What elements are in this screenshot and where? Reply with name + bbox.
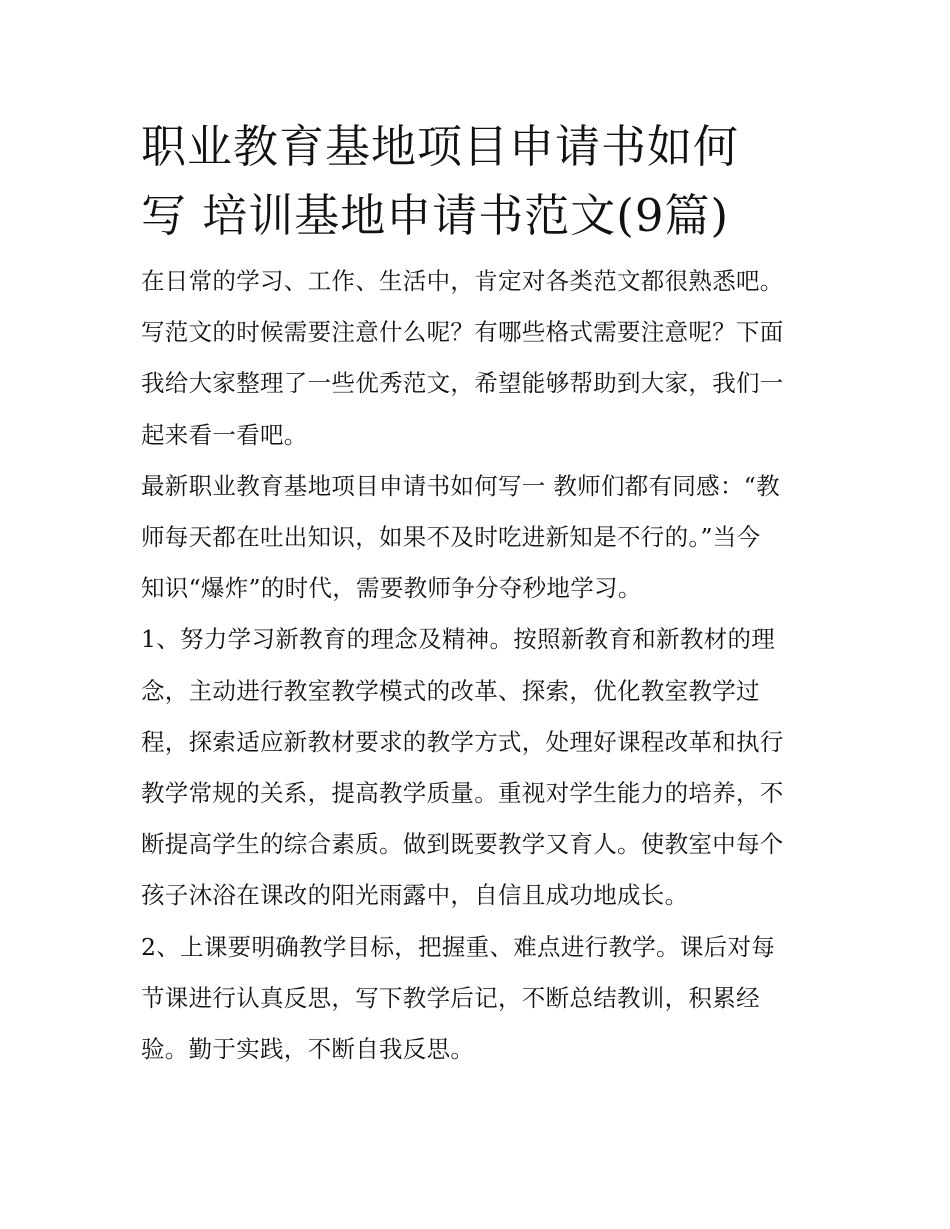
title-line: 职业教育基地项目申请书如何 (141, 120, 740, 173)
text-line: 知识“爆炸”的时代，需要教师争分夺秒地学习。 (141, 574, 642, 603)
text-line: 节课进行认真反思，写下教学后记，不断总结教训，积累经 (141, 983, 760, 1012)
document-title (141, 112, 817, 250)
document-page (141, 112, 817, 1075)
item-1-paragraph (141, 614, 817, 921)
text-line: 2、上课要明确教学目标，把握重、难点进行教学。课后对每 (141, 932, 776, 961)
intro-paragraph (141, 256, 817, 461)
text-line: 程，探索适应新教材要求的教学方式，处理好课程改革和执行 (141, 727, 784, 756)
text-line: 断提高学生的综合素质。做到既要教学又育人。使教室中每个 (141, 830, 784, 859)
text-line: 写范文的时候需要注意什么呢？有哪些格式需要注意呢？下面 (141, 318, 784, 347)
text-line: 在日常的学习、工作、生活中，肯定对各类范文都很熟悉吧。 (141, 267, 784, 295)
section-intro-paragraph (141, 461, 817, 615)
text-line: 我给大家整理了一些优秀范文，希望能够帮助到大家，我们一 (141, 369, 784, 398)
text-line: 念，主动进行教室教学模式的改革、探索，优化教室教学过 (141, 676, 760, 705)
text-line: 验。勤于实践，不断自我反思。 (141, 1035, 475, 1064)
item-2-paragraph (141, 922, 817, 1076)
title-line: 写 培训基地申请书范文(9篇) (141, 189, 730, 242)
text-line: 教学常规的关系，提高教学质量。重视对学生能力的培养，不 (141, 779, 784, 808)
text-line: 1、努力学习新教育的理念及精神。按照新教育和新教材的理 (141, 625, 776, 654)
text-line: 孩子沐浴在课改的阳光雨露中，自信且成功地成长。 (141, 881, 689, 910)
text-line: 师每天都在吐出知识，如果不及时吃进新知是不行的。”当今 (141, 523, 761, 552)
text-line: 最新职业教育基地项目申请书如何写一 教师们都有同感：“教 (141, 471, 780, 500)
text-line: 起来看一看吧。 (141, 420, 308, 449)
